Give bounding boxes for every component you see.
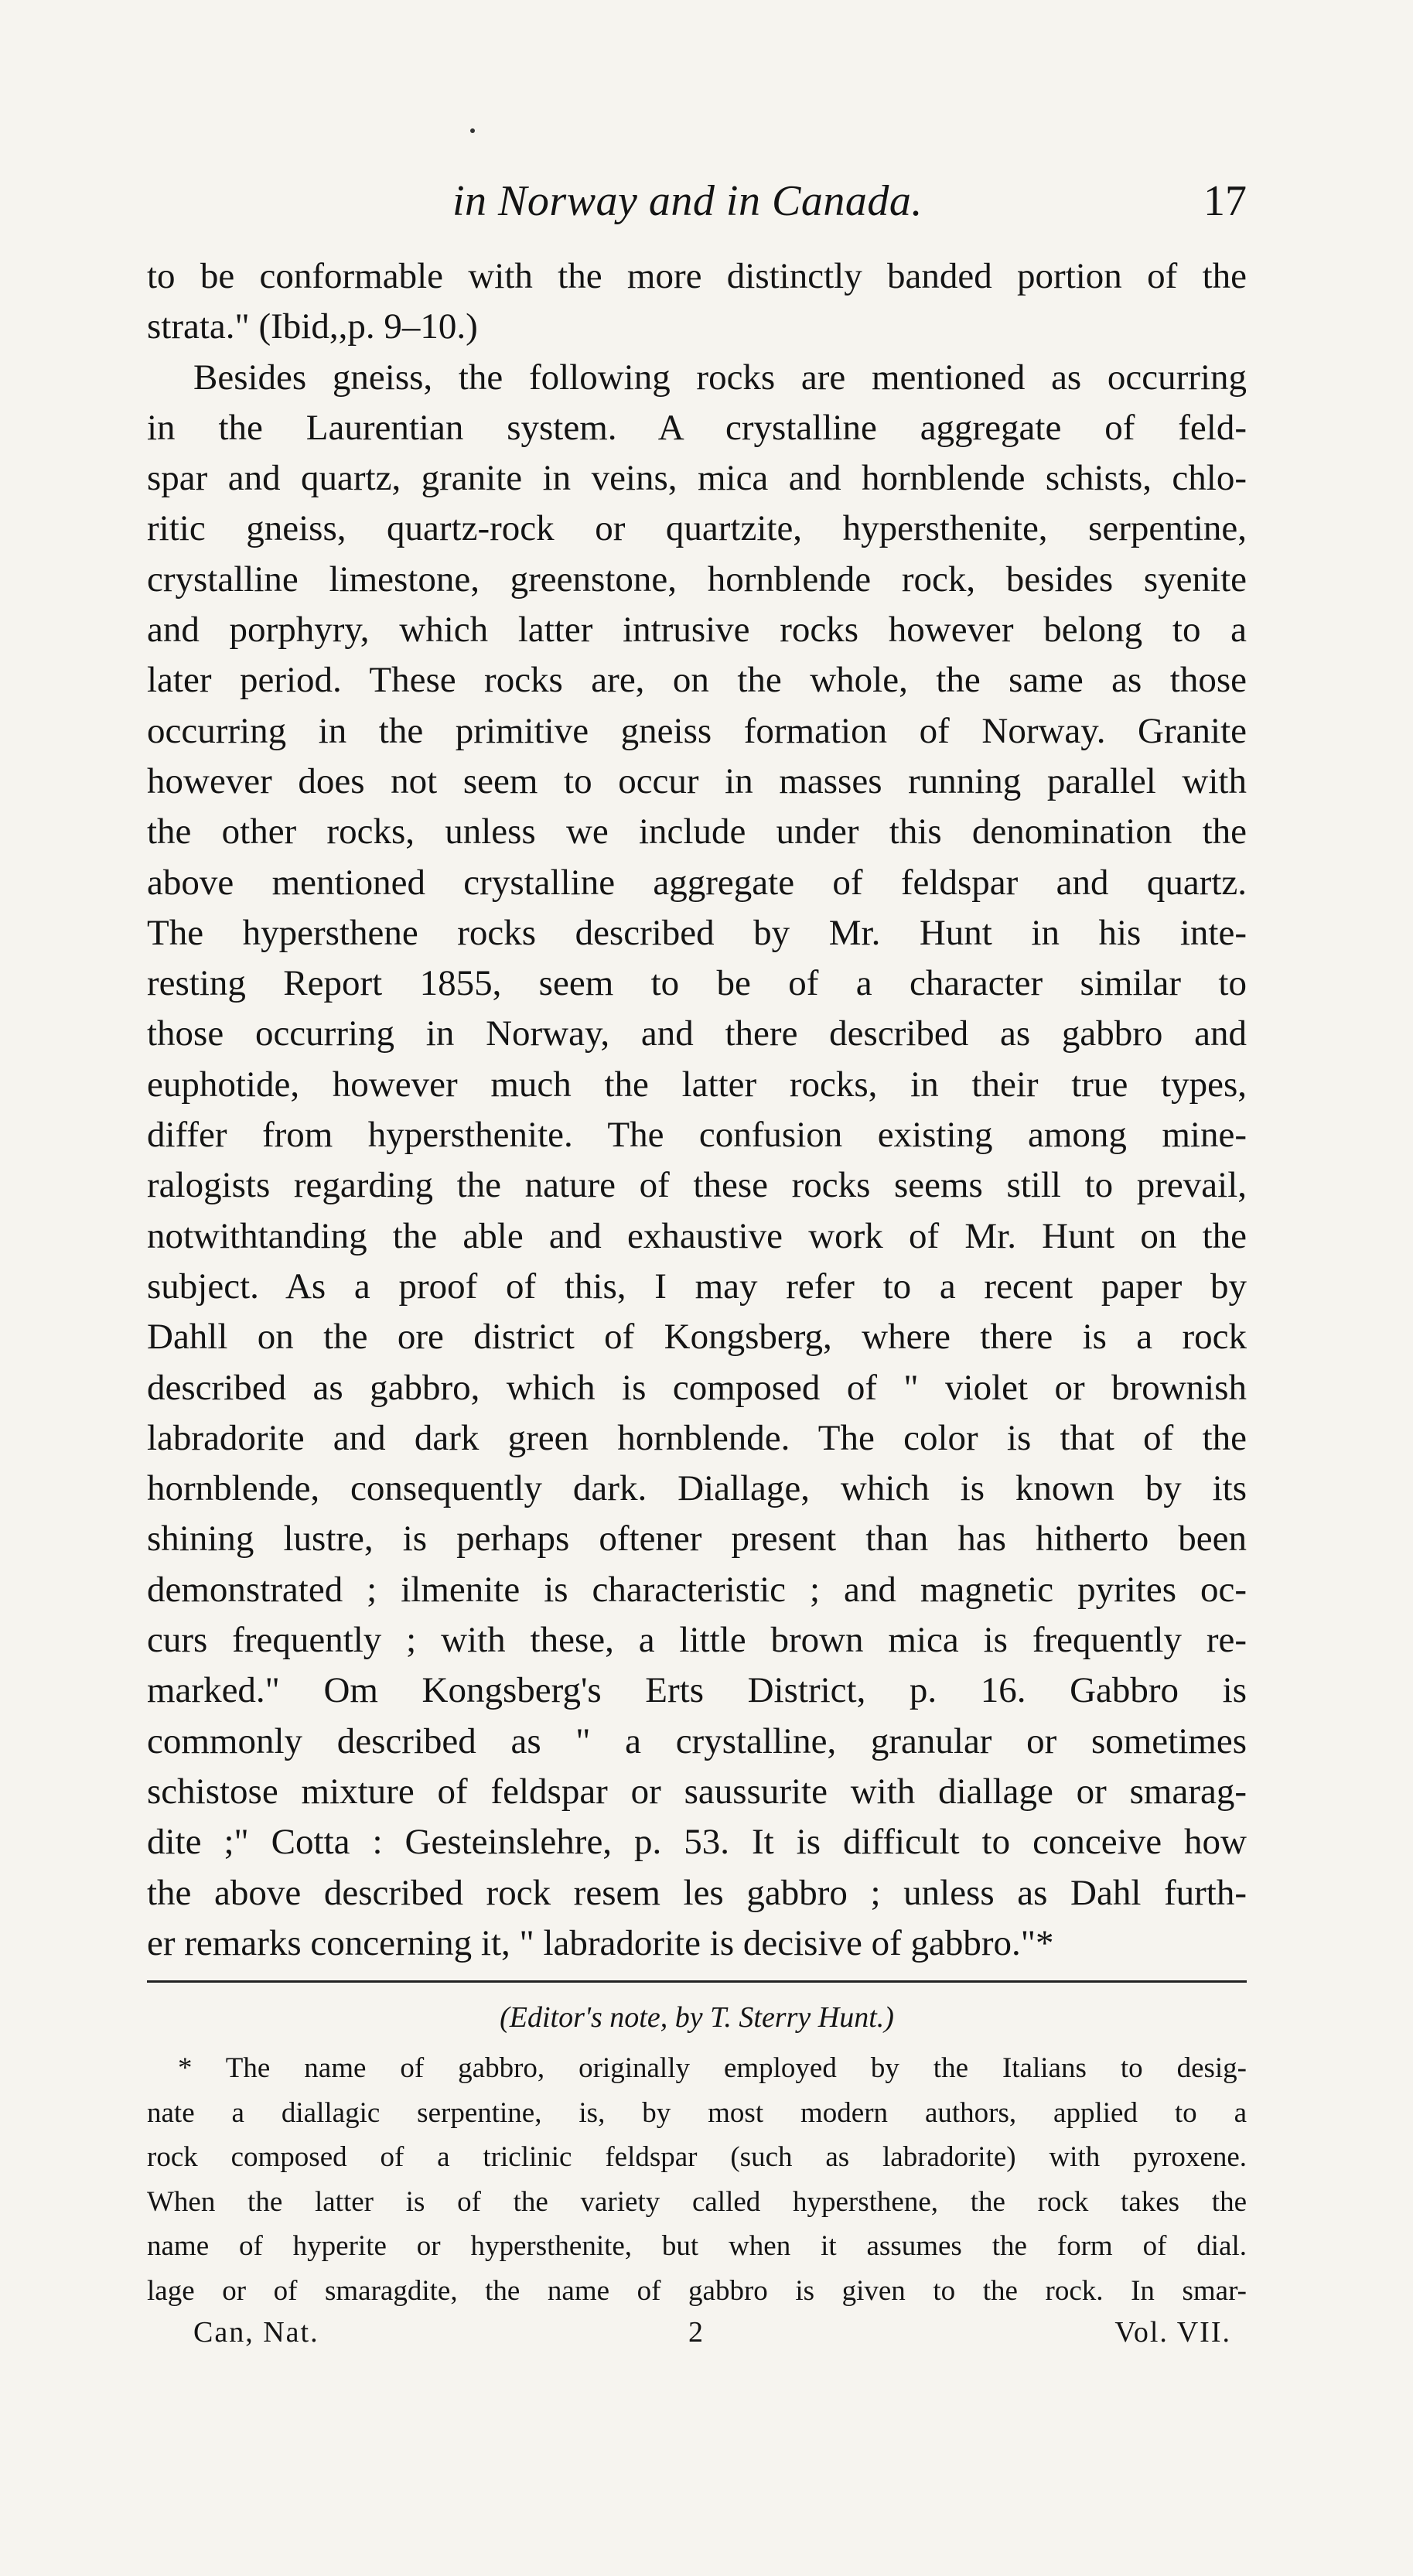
running-title: in Norway and in Canada.	[452, 177, 923, 225]
text-line: schistose mixture of feldspar or saussurite with diallage or smarag-	[147, 1771, 1247, 1812]
footnote-line: * The name of gabbro, originally employed by the Italians to desig-	[178, 2052, 1247, 2084]
signature-journal: Can, Nat.	[193, 2316, 319, 2349]
text-line: differ from hypersthenite. The confusion existing among mine-	[147, 1115, 1247, 1156]
editor-note-title: (Editor's note, by T. Sterry Hunt.)	[500, 2001, 894, 2034]
footnote-line: lage or of smaragdite, the name of gabbro is given to the rock. In smar-	[147, 2274, 1247, 2307]
text-line: however does not seem to occur in masses running parallel with	[147, 760, 1247, 801]
text-line: er remarks concerning it, " labradorite is decisive of gabbro."*	[147, 1922, 1054, 1963]
page-header	[147, 166, 1247, 236]
text-line: and porphyry, which latter intrusive rocks however belong to a	[147, 610, 1247, 651]
text-line: later period. These rocks are, on the whole, the same as those	[147, 660, 1247, 701]
ink-speck	[470, 128, 475, 133]
signature-number: 2	[688, 2316, 705, 2349]
text-line: notwithtanding the able and exhaustive work of Mr. Hunt on the	[147, 1215, 1247, 1256]
text-line: to be conformable with the more distinctly banded portion of the	[147, 256, 1247, 296]
text-line: The hypersthene rocks described by Mr. Hunt in his inte-	[147, 912, 1247, 953]
text-line: spar and quartz, granite in veins, mica and hornblende schists, chlo-	[147, 458, 1247, 499]
footnote-line: nate a diallagic serpentine, is, by most modern authors, applied to a	[147, 2096, 1247, 2129]
text-line: described as gabbro, which is composed of " violet or brownish	[147, 1367, 1247, 1408]
text-line: dite ;" Cotta : Gesteinslehre, p. 53. It is difficult to conceive how	[147, 1822, 1247, 1863]
body-text	[147, 251, 1247, 1969]
text-line: subject. As a proof of this, I may refer to a recent paper by	[147, 1266, 1247, 1307]
text-line: euphotide, however much the latter rocks, in their true types,	[147, 1064, 1247, 1105]
text-line: shining lustre, is perhaps oftener present than has hitherto been	[147, 1519, 1247, 1560]
text-line: crystalline limestone, greenstone, hornblende rock, besides syenite	[147, 559, 1247, 600]
footnote	[147, 2046, 1247, 2314]
text-line: labradorite and dark green hornblende. The color is that of the	[147, 1417, 1247, 1458]
text-line: curs frequently ; with these, a little brown mica is frequently re-	[147, 1620, 1247, 1661]
text-line: strata." (Ibid,,p. 9–10.)	[147, 306, 478, 347]
footnote-line: name of hyperite or hypersthenite, but when it assumes the form of dial.	[147, 2230, 1247, 2263]
text-line: ralogists regarding the nature of these rocks seems still to prevail,	[147, 1165, 1247, 1206]
text-line: occurring in the primitive gneiss formation of Norway. Granite	[147, 710, 1247, 751]
text-line: ritic gneiss, quartz-rock or quartzite, hypersthenite, serpentine,	[147, 508, 1247, 549]
text-line: commonly described as " a crystalline, granular or sometimes	[147, 1720, 1247, 1761]
page-number: 17	[1203, 177, 1247, 225]
page-footer	[147, 2309, 1247, 2356]
text-line: those occurring in Norway, and there described as gabbro and	[147, 1013, 1247, 1054]
text-line: in the Laurentian system. A crystalline aggregate of feld-	[147, 407, 1247, 448]
text-line: the other rocks, unless we include under this denomination the	[147, 811, 1247, 852]
text-line: hornblende, consequently dark. Diallage, which is known by its	[147, 1468, 1247, 1509]
text-line: Besides gneiss, the following rocks are mentioned as occurring	[193, 357, 1247, 398]
signature-volume: Vol. VII.	[1114, 2316, 1231, 2349]
text-line: the above described rock resem les gabbro ; unless as Dahl furth-	[147, 1872, 1247, 1913]
footnote-divider	[147, 1980, 1247, 1983]
text-line: above mentioned crystalline aggregate of feldspar and quartz.	[147, 862, 1247, 903]
footnote-line: When the latter is of the variety called hypersthene, the rock takes the	[147, 2185, 1247, 2218]
text-line: Dahll on the ore district of Kongsberg, where there is a rock	[147, 1317, 1247, 1358]
text-line: demonstrated ; ilmenite is characteristic ; and magnetic pyrites oc-	[147, 1569, 1247, 1610]
footnote-line: rock composed of a triclinic feldspar (such as labradorite) with pyroxene.	[147, 2141, 1247, 2174]
text-line: marked." Om Kongsberg's Erts District, p. 16. Gabbro is	[147, 1670, 1247, 1711]
text-line: resting Report 1855, seem to be of a character similar to	[147, 963, 1247, 1004]
